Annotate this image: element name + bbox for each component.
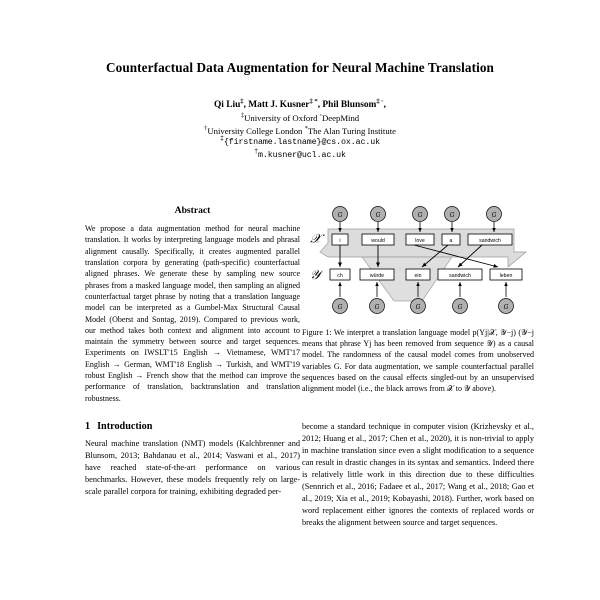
noise-node-source-2 — [371, 207, 386, 222]
figure-caption — [302, 327, 534, 394]
right-column — [302, 205, 534, 529]
noise-node-source-1 — [333, 207, 348, 222]
introduction-body: Neural machine translation (NMT) models (Kalchbrenner and Blunsom, 2013; Bahdanau et al., 2014; Vaswani et al., 2017) have reached state-of-the-art performance on various benchmarks. However, these models frequently rely on large-scale parallel corpora for training, exhibiting degraded per- — [85, 439, 300, 497]
svg-text:G: G — [337, 304, 343, 311]
svg-text:G: G — [417, 212, 423, 219]
email-2-mark: † — [254, 148, 259, 156]
affiliation-1-mark-2: ◦ — [319, 112, 322, 120]
figure-caption-text: We interpret a translation language model p(Yj|𝒳, 𝒴−j) (𝒴−j means that phrase Yj has been removed from sequence 𝒴) as a causal model. The randomness of the causal model comes from unobserved variables G. For data augmentation, we sample counterfactual parallel sequences based on the causal effects singled-out by an unsupervised alignment model (i.e., the black arrows from 𝒳 to 𝒴 above). — [302, 328, 535, 393]
introduction-title: Introduction — [97, 421, 153, 432]
affiliation-2-text: University College London — [207, 125, 305, 136]
svg-text:G: G — [415, 304, 421, 311]
target-token-5 — [490, 269, 522, 280]
affiliation-1-mark: ‡ — [240, 112, 245, 120]
svg-text:G: G — [457, 304, 463, 311]
email-line-2 — [0, 150, 600, 163]
author-2-name: , Matt J. Kusner — [243, 99, 310, 110]
email-1-mark: ‡ — [220, 135, 224, 143]
noise-node-source-5 — [487, 207, 502, 222]
page-title: Counterfactual Data Augmentation for Neural Machine Translation — [106, 60, 494, 75]
author-2-marks: ‡ * — [309, 97, 318, 105]
noise-node-target-2 — [370, 299, 385, 314]
author-list — [0, 99, 600, 113]
abstract-heading: Abstract — [174, 205, 211, 216]
svg-text:a: a — [449, 238, 453, 244]
source-token-2 — [362, 234, 394, 245]
author-1-marks: ‡ — [240, 97, 244, 105]
author-3-marks: ‡ ◦ — [376, 97, 384, 105]
svg-text:i: i — [339, 238, 341, 244]
introduction-number: 1 — [85, 421, 91, 432]
noise-node-target-5 — [499, 299, 514, 314]
author-1-name: Qi Liu — [213, 99, 241, 110]
svg-text:G: G — [449, 212, 455, 219]
source-token-3 — [406, 234, 434, 245]
noise-node-target-3 — [411, 299, 426, 314]
noise-node-target-1 — [333, 299, 348, 314]
svg-text:G: G — [503, 304, 509, 311]
affiliation-2-mark: † — [204, 124, 208, 132]
source-token-5 — [468, 234, 512, 245]
affiliation-line-1 — [0, 112, 600, 125]
right-column-body: become a standard technique in computer vision (Krizhevsky et al., 2012; Huang et al., 2017; Chen et al., 2020), it is non-trivial to apply in machine translation since even a slight modification to a sequence can result in drastic changes in its syntax and semantics. Indeed there is relatively little work in this direction due to these difficulties (Sennrich et al., 2016; Fadaee et al., 2017; Wang et al., 2018; Gao et al., 2019; Xia et al., 2019; Kobayashi, 2018). Further, work based on word replacement either ignores the contexts of replaced words or breaks the alignment between source and target sequences. — [302, 422, 534, 528]
email-1-text[interactable]: {firstname.lastname}@cs.ox.ac.uk — [223, 138, 380, 148]
svg-text:ein: ein — [414, 273, 422, 279]
left-column — [85, 205, 300, 498]
svg-text:G: G — [337, 212, 343, 219]
target-token-3 — [406, 269, 430, 280]
svg-text:sandwich: sandwich — [449, 273, 471, 279]
affiliation-2-text-2: The Alan Turing Institute — [307, 125, 396, 136]
noise-node-source-3 — [413, 207, 428, 222]
figure-1 — [302, 205, 534, 394]
svg-text:leben: leben — [499, 273, 513, 279]
author-3-name: , Phil Blunsom — [317, 99, 377, 110]
svg-text:love: love — [415, 238, 425, 244]
target-token-2 — [360, 269, 394, 280]
svg-text:würde: würde — [369, 273, 385, 279]
causal-model-diagram — [302, 205, 534, 323]
svg-text:G: G — [491, 212, 497, 219]
figure-caption-label: Figure 1: — [302, 328, 332, 337]
affiliation-2-mark-2: * — [304, 124, 308, 132]
target-token-4 — [438, 269, 482, 280]
source-token-4 — [442, 234, 460, 245]
abstract-body: We propose a data augmentation method for neural machine translation. It works by interpreting language models and phrasal alignment causally. Specifically, it creates augmented parallel translation corpora by generating (path-specific) counterfactual aligned phrases. We generate these by sampling new source phrases from a masked language model, then sampling an aligned counterfactual target phrase by noting that a translation language model can be interpreted as a Gumbel-Max Structural Causal Model (Oberst and Sontag, 2019). Compared to previous work, our method takes both context and alignment into account to maintain the symmetry between source and target sequences. Experiments on IWSLT'15 English → Vietnamese, WMT'17 English → German, WMT'18 English → Turkish, and WMT'19 robust English → French show that the method can improve the performance of translation, backtranslation and translation robustness. — [85, 224, 300, 403]
svg-text:G: G — [374, 304, 380, 311]
introduction-heading — [85, 421, 300, 432]
email-line-1 — [0, 137, 600, 150]
author-tail: , — [383, 99, 386, 110]
affiliation-1-text-2: DeepMind — [322, 113, 360, 124]
affiliation-1-text: University of Oxford — [244, 113, 320, 124]
affiliation-line-2 — [0, 125, 600, 138]
row-label-source: 𝒳 — [310, 232, 322, 247]
svg-text:ch: ch — [337, 273, 343, 279]
figure-caption-spacer — [302, 403, 534, 421]
source-token-1 — [332, 234, 348, 245]
title-block — [0, 60, 600, 163]
noise-node-source-4 — [445, 207, 460, 222]
svg-text:sandwich: sandwich — [479, 238, 501, 244]
noise-node-target-4 — [453, 299, 468, 314]
email-2-text[interactable]: m.kusner@ucl.ac.uk — [258, 151, 346, 161]
svg-text:would: would — [371, 238, 385, 244]
target-token-1 — [330, 269, 350, 280]
row-label-target: 𝒴 — [310, 268, 321, 283]
svg-text:G: G — [375, 212, 381, 219]
